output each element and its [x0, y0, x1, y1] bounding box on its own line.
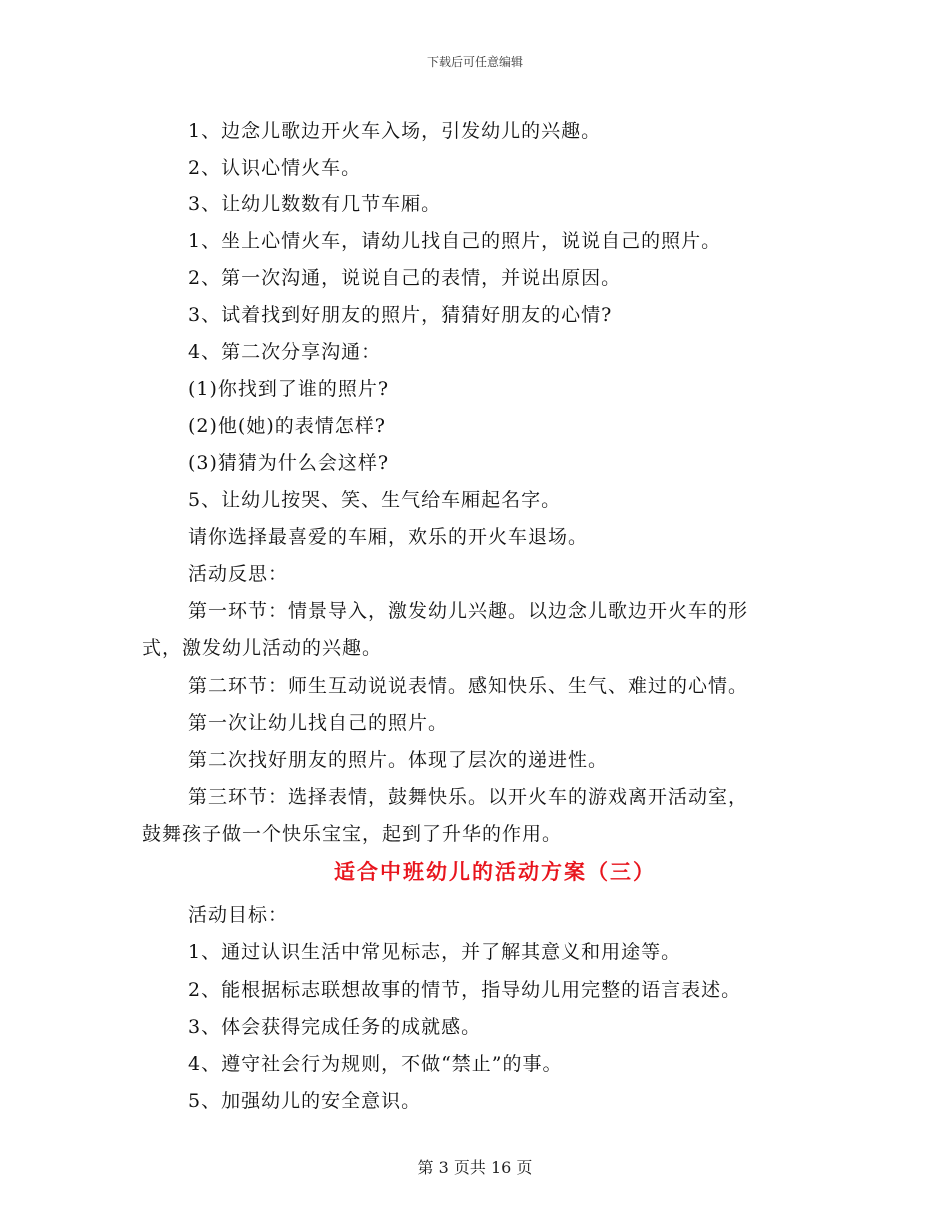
text-line: 4、遵守社会行为规则，不做“禁止”的事。	[188, 1053, 563, 1075]
text-line: 4、第二次分享沟通：	[188, 341, 382, 363]
text-line: 3、体会获得完成任务的成就感。	[188, 1016, 482, 1038]
text-line: 请你选择最喜爱的车厢，欢乐的开火车退场。	[188, 526, 589, 548]
text-line: 3、让幼儿数数有几节车厢。	[188, 193, 442, 215]
text-line: 5、让幼儿按哭、笑、生气给车厢起名字。	[188, 489, 562, 511]
text-line: 1、边念儿歌边开火车入场，引发幼儿的兴趣。	[188, 120, 602, 142]
text-line: 第一环节：情景导入，激发幼儿兴趣。以边念儿歌边开火车的形	[188, 600, 749, 622]
header-note: 下载后可任意编辑	[426, 55, 523, 69]
text-line: 2、认识心情火车。	[188, 157, 362, 179]
text-line: 2、能根据标志联想故事的情节，指导幼儿用完整的语言表述。	[188, 979, 742, 1001]
text-line: 活动目标：	[188, 904, 289, 926]
text-line: (1)你找到了谁的照片?	[188, 378, 390, 400]
text-line: 鼓舞孩子做一个快乐宝宝，起到了升华的作用。	[142, 823, 563, 845]
section-title: 适合中班幼儿的活动方案（三）	[334, 860, 656, 884]
text-line: (2)他(她)的表情怎样?	[188, 415, 386, 437]
text-line: 第三环节：选择表情，鼓舞快乐。以开火车的游戏离开活动室，	[188, 786, 749, 808]
text-line: 第一次让幼儿找自己的照片。	[188, 712, 449, 734]
text-line: 5、加强幼儿的安全意识。	[188, 1090, 422, 1112]
text-line: 1、坐上心情火车，请幼儿找自己的照片，说说自己的照片。	[188, 230, 722, 252]
text-line: 活动反思：	[188, 563, 289, 585]
text-line: 第二环节：师生互动说说表情。感知快乐、生气、难过的心情。	[188, 675, 749, 697]
text-line: (3)猜猜为什么会这样?	[188, 452, 390, 474]
text-line: 1、通过认识生活中常见标志，并了解其意义和用途等。	[188, 941, 682, 963]
text-line: 式，激发幼儿活动的兴趣。	[142, 637, 383, 659]
page-footer: 第 3 页共 16 页	[417, 1158, 533, 1177]
text-line: 第二次找好朋友的照片。体现了层次的递进性。	[188, 749, 609, 771]
text-line: 2、第一次沟通，说说自己的表情，并说出原因。	[188, 267, 622, 289]
text-line: 3、试着找到好朋友的照片，猜猜好朋友的心情?	[188, 304, 613, 326]
